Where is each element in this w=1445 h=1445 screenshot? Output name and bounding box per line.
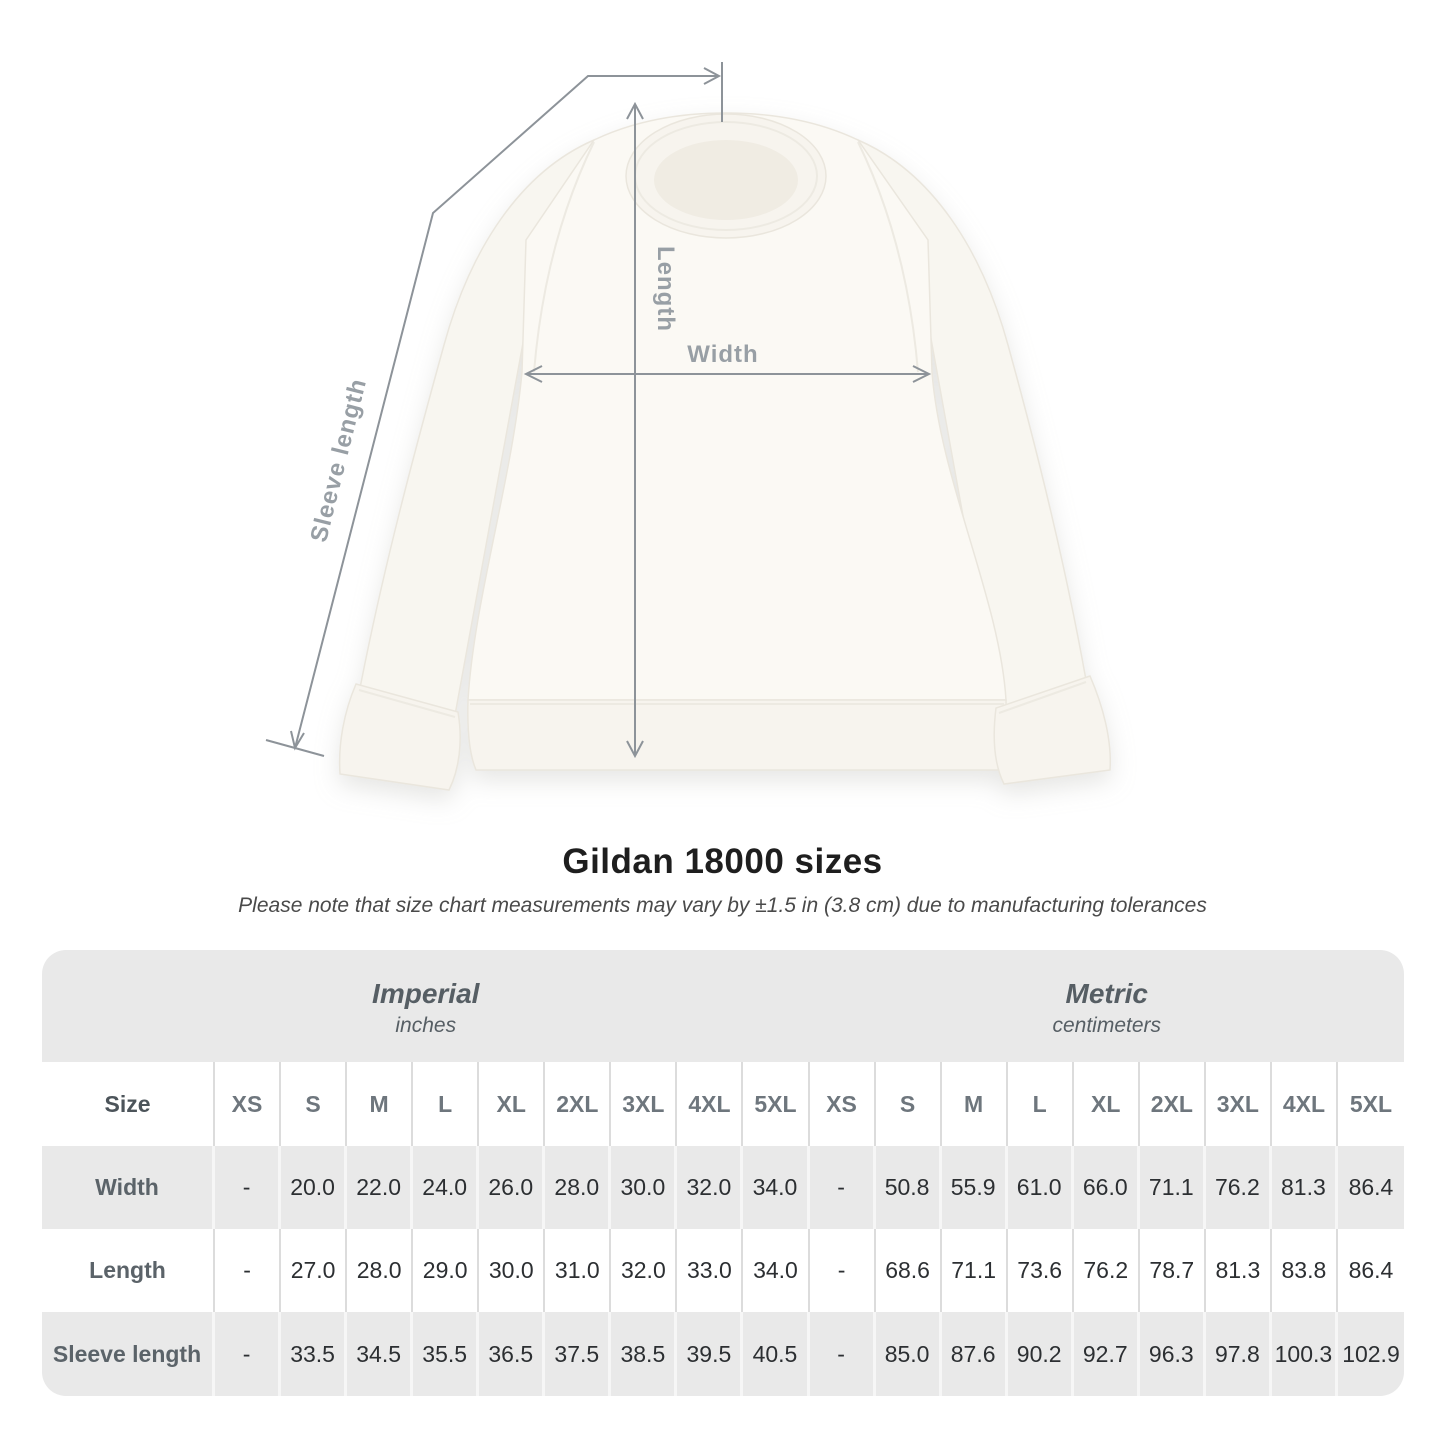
data-cell: 61.0 [1008, 1146, 1074, 1229]
header-cell: 4XL [677, 1062, 743, 1146]
imperial-subtitle: inches [395, 1014, 457, 1037]
data-cell: 71.1 [1140, 1146, 1206, 1229]
data-cell: 34.0 [743, 1146, 809, 1229]
length-label: Length [652, 246, 679, 332]
size-header-row [42, 1062, 1404, 1146]
width-row [42, 1146, 1404, 1229]
header-cell: 3XL [1206, 1062, 1272, 1146]
data-cell: 71.1 [942, 1229, 1008, 1312]
sleeve-length-label: Sleeve length [305, 375, 373, 545]
unit-header-band [42, 950, 1404, 1062]
data-cell: - [215, 1229, 281, 1312]
width-label: Width [687, 341, 759, 368]
header-cell: 3XL [611, 1062, 677, 1146]
data-cell: 32.0 [611, 1229, 677, 1312]
header-cell: M [347, 1062, 413, 1146]
data-cell: 29.0 [413, 1229, 479, 1312]
data-cell: 92.7 [1074, 1312, 1140, 1396]
data-cell: 78.7 [1140, 1229, 1206, 1312]
data-cell: 83.8 [1272, 1229, 1338, 1312]
cuff-tick-mark [266, 740, 324, 756]
waistband [468, 700, 1006, 770]
imperial-title: Imperial [372, 978, 480, 1009]
data-cell: 68.6 [876, 1229, 942, 1312]
data-cell: 28.0 [545, 1146, 611, 1229]
data-cell: 32.0 [677, 1146, 743, 1229]
data-cell: 30.0 [611, 1146, 677, 1229]
data-cell: 73.6 [1008, 1229, 1074, 1312]
data-cell: 76.2 [1074, 1229, 1140, 1312]
metric-section-header [810, 950, 1405, 1062]
collar-opening [654, 140, 798, 220]
data-cell: 66.0 [1074, 1146, 1140, 1229]
data-cell: - [810, 1229, 876, 1312]
data-cell: 31.0 [545, 1229, 611, 1312]
data-cell: 40.5 [743, 1312, 809, 1396]
data-cell: 50.8 [876, 1146, 942, 1229]
tolerance-note: Please note that size chart measurements may vary by ±1.5 in (3.8 cm) due to manufacturing tolerances [238, 894, 1207, 917]
data-cell: 38.5 [611, 1312, 677, 1396]
imperial-section-header [42, 950, 810, 1062]
sweatshirt-garment [340, 113, 1111, 790]
size-header-cell: Size [42, 1062, 215, 1146]
header-cell: L [1008, 1062, 1074, 1146]
row-label-cell: Sleeve length [42, 1312, 215, 1396]
header-cell: S [281, 1062, 347, 1146]
header-cell: 5XL [743, 1062, 809, 1146]
data-cell: 81.3 [1272, 1146, 1338, 1229]
data-cell: 34.5 [347, 1312, 413, 1396]
length-row [42, 1229, 1404, 1312]
data-cell: 37.5 [545, 1312, 611, 1396]
data-cell: 76.2 [1206, 1146, 1272, 1229]
data-cell: 86.4 [1348, 1174, 1394, 1200]
header-cell: S [876, 1062, 942, 1146]
data-cell: 86.4 [1348, 1257, 1394, 1283]
header-cell: 2XL [545, 1062, 611, 1146]
data-cell: 90.2 [1008, 1312, 1074, 1396]
header-cell: XS [810, 1062, 876, 1146]
data-cell: 39.5 [677, 1312, 743, 1396]
metric-subtitle: centimeters [1052, 1014, 1162, 1037]
header-cell: M [942, 1062, 1008, 1146]
data-cell: - [215, 1146, 281, 1229]
data-cell: 30.0 [479, 1229, 545, 1312]
header-cell: 5XL [1349, 1090, 1393, 1117]
data-cell: - [215, 1312, 281, 1396]
row-label-cell: Width [42, 1146, 215, 1229]
header-cell: XL [479, 1062, 545, 1146]
data-cell: 87.6 [942, 1312, 1008, 1396]
data-cell: 36.5 [479, 1312, 545, 1396]
row-label-cell: Length [42, 1229, 215, 1312]
data-cell: 34.0 [743, 1229, 809, 1312]
data-cell: 33.0 [677, 1229, 743, 1312]
header-cell: 2XL [1140, 1062, 1206, 1146]
page-title: Gildan 18000 sizes [562, 842, 883, 881]
data-cell: 97.8 [1206, 1312, 1272, 1396]
data-cell: 100.3 [1272, 1312, 1338, 1396]
header-cell: XL [1074, 1062, 1140, 1146]
data-cell: - [810, 1312, 876, 1396]
data-cell: - [810, 1146, 876, 1229]
header-cell: L [413, 1062, 479, 1146]
data-cell: 24.0 [413, 1146, 479, 1229]
sleeve-length-row [42, 1312, 1404, 1396]
data-cell: 96.3 [1140, 1312, 1206, 1396]
data-cell: 22.0 [347, 1146, 413, 1229]
header-cell: XS [215, 1062, 281, 1146]
data-cell: 27.0 [281, 1229, 347, 1312]
data-cell: 85.0 [876, 1312, 942, 1396]
metric-title: Metric [1065, 978, 1148, 1009]
data-cell: 26.0 [479, 1146, 545, 1229]
data-cell: 20.0 [281, 1146, 347, 1229]
data-cell: 55.9 [942, 1146, 1008, 1229]
data-cell: 33.5 [281, 1312, 347, 1396]
header-cell: 4XL [1272, 1062, 1338, 1146]
data-cell: 102.9 [1342, 1340, 1400, 1367]
data-cell: 81.3 [1206, 1229, 1272, 1312]
data-cell: 28.0 [347, 1229, 413, 1312]
data-cell: 35.5 [413, 1312, 479, 1396]
size-table [42, 950, 1404, 1396]
